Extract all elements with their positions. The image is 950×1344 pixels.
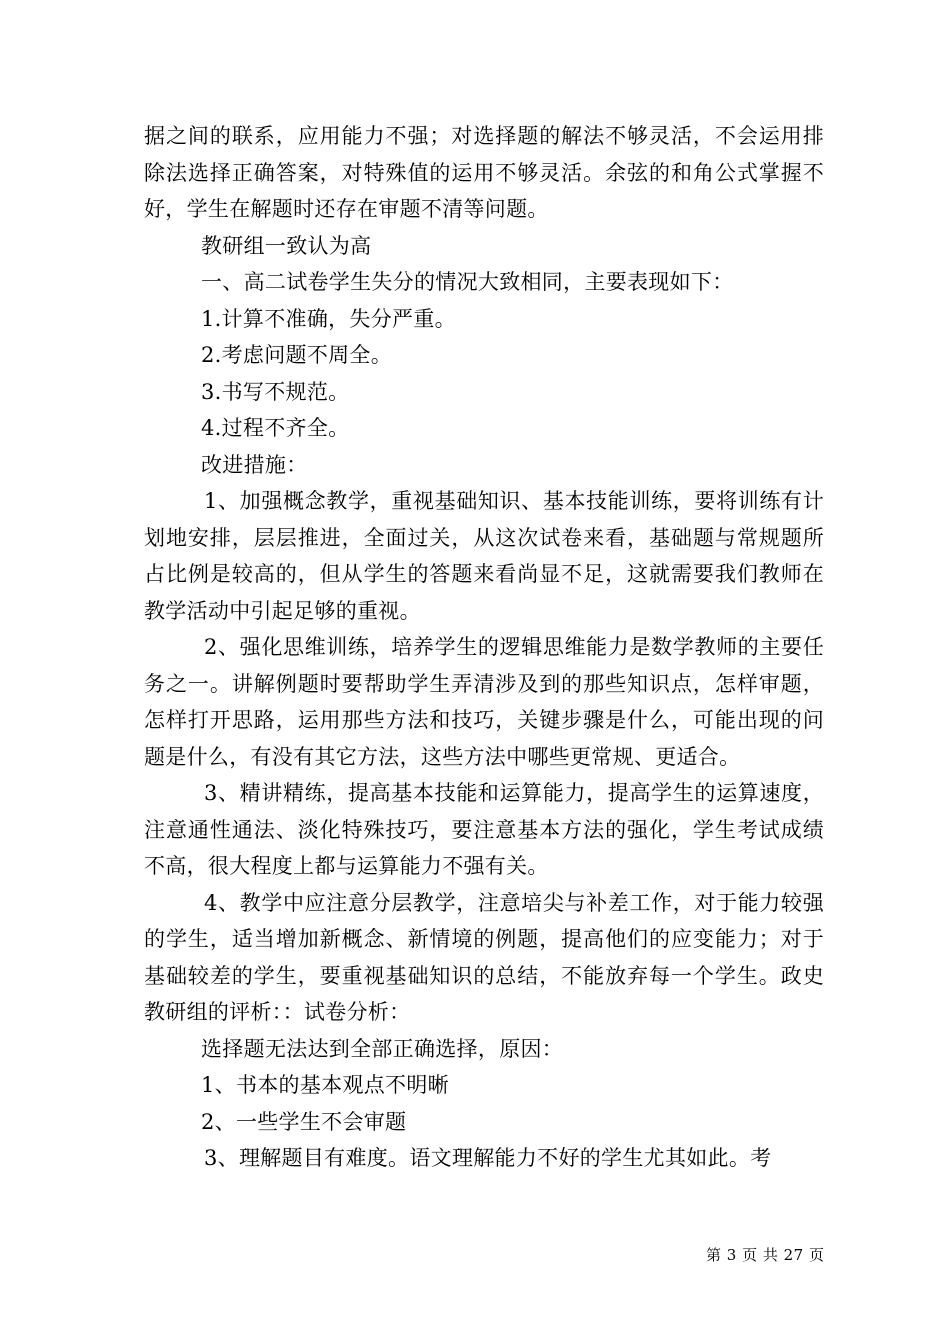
reason-1: 1、书本的基本观点不明晰 (201, 1073, 449, 1097)
document-body (144, 118, 824, 1177)
measure-2: 2、强化思维训练，培养学生的逻辑思维能力是数学教师的主要任务之一。讲解例题时要帮助学生弄清涉及到的那些知识点，怎样审题，怎样打开思路，运用那些方法和技巧，关键步骤是什么，可能出现的问题是什么，有没有其它方法，这些方法中哪些更常规、更适合。 (144, 635, 824, 769)
section-heading-improvements: 改进措施： (201, 452, 308, 477)
paragraph-3: 一、高二试卷学生失分的情况大致相同，主要表现如下： (201, 270, 734, 294)
reason-3: 3、理解题目有难度。语文理解能力不好的学生尤其如此。考 (204, 1146, 772, 1170)
page-number: 第 3 页 共 27 页 (706, 1246, 825, 1264)
list-item-2: 2.考虑问题不周全。 (201, 343, 393, 367)
list-item-1: 1.计算不准确，失分严重。 (201, 306, 456, 331)
paragraph-1: 据之间的联系，应用能力不强；对选择题的解法不够灵活，不会运用排除法选择正确答案，对特殊值的运用不够灵活。余弦的和角公式掌握不好，学生在解题时还存在审题不清等问题。 (144, 124, 824, 221)
list-item-3: 3.书写不规范。 (201, 379, 350, 404)
paragraph-2: 教研组一致认为高 (201, 233, 372, 258)
reason-2: 2、一些学生不会审题 (201, 1109, 407, 1134)
paragraph-choice-questions: 选择题无法达到全部正确选择，原因： (201, 1036, 564, 1061)
list-item-4: 4.过程不齐全。 (201, 416, 350, 440)
measure-1: 1、加强概念教学，重视基础知识、基本技能训练，要将训练有计划地安排，层层推进，全面过关，从这次试卷来看，基础题与常规题所占比例是较高的，但从学生的答题来看尚显不足，这就需要我们教师在教学活动中引起足够的重视。 (144, 489, 824, 623)
measure-3: 3、精讲精练，提高基本技能和运算能力，提高学生的运算速度，注意通性通法、淡化特殊技巧，要注意基本方法的强化，学生考试成绩不高，很大程度上都与运算能力不强有关。 (144, 781, 824, 878)
measure-4: 4、教学中应注意分层教学，注意培尖与补差工作，对于能力较强的学生，适当增加新概念、新情境的例题，提高他们的应变能力；对于基础较差的学生，要重视基础知识的总结，不能放弃每一个学生。政史教研组的评析：：试卷分析： (144, 890, 824, 1024)
